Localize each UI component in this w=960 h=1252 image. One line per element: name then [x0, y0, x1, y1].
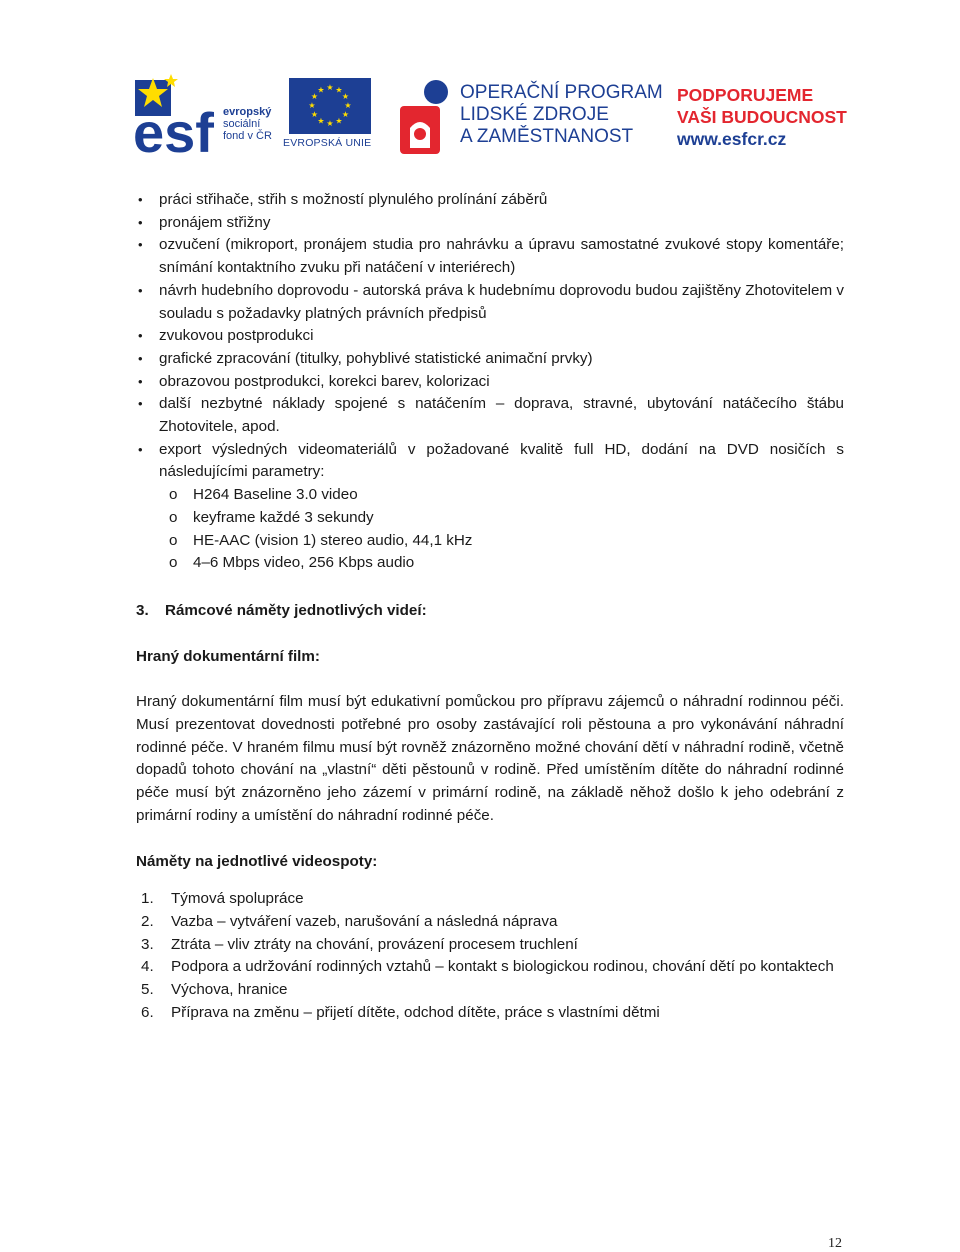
sub-list-item-text: H264 Baseline 3.0 video — [193, 486, 358, 504]
support-url: www.esfcr.cz — [677, 129, 787, 149]
item-text: Výchova, hranice — [171, 981, 288, 999]
item-number: 6. — [141, 1003, 154, 1021]
eu-caption: EVROPSKÁ UNIE — [283, 137, 372, 149]
esf-line3: fond v ČR — [223, 130, 272, 142]
circle-bullet-icon: o — [169, 486, 178, 504]
list-item — [136, 979, 844, 1002]
list-item-text: návrh hudebního doprovodu - autorská práva k hudebnímu doprovodu budou zajištěny Zhotovitelem v souladu s požadavky platných právních předpisů — [159, 281, 844, 322]
bullet-icon: • — [138, 328, 143, 344]
documentary-heading: Hraný dokumentární film: — [136, 647, 320, 665]
sub-list-item — [159, 507, 844, 530]
bullet-icon: • — [138, 237, 143, 253]
section-number: 3. — [136, 601, 149, 619]
svg-text:★: ★ — [335, 85, 343, 95]
bullet-icon: • — [138, 214, 143, 230]
documentary-paragraph: Hraný dokumentární film musí být edukativní pomůckou pro přípravu zájemců o náhradní rodinnou péči. Musí prezentovat dovednosti potřebné pro osoby zastávající roli pěstouna a pro vykonávání náhradní rodinné péče. V hraném filmu musí být rovněž znázorněno možné chování dětí v náhradní rodině, včetně dopadů tohoto chování na „vlastní“ děti pěstounů v rodině. Před umístěním dítěte do náhradní rodinné péče musí být znázorněno jeho zázemí v primární rodině, na základě něhož došlo k jeho odebrání z primární rodiny a umístění do náhradní rodinné péče. — [136, 693, 844, 824]
support-line2: VAŠI BUDOUCNOST — [677, 107, 847, 127]
sub-list-item — [159, 552, 844, 575]
support-line1: PODPORUJEME — [677, 85, 814, 105]
svg-text:★: ★ — [310, 110, 319, 119]
item-text: Vazba – vytváření vazeb, narušování a následná náprava — [171, 912, 558, 930]
sub-list-item-text: HE-AAC (vision 1) stereo audio, 44,1 kHz — [193, 531, 473, 549]
sub-list-item — [159, 484, 844, 507]
svg-text:★: ★ — [326, 83, 334, 92]
list-item — [136, 393, 844, 438]
esf-line1: evropský — [223, 106, 272, 118]
circle-bullet-icon: o — [169, 554, 178, 572]
list-item — [136, 934, 844, 957]
item-text: Příprava na změnu – přijetí dítěte, odchod dítěte, práce s vlastními dětmi — [171, 1003, 660, 1021]
list-item — [136, 888, 844, 911]
svg-text:★: ★ — [326, 119, 334, 128]
list-item — [136, 280, 844, 325]
item-text: Ztráta – vliv ztráty na chování, provázení procesem truchlení — [171, 935, 578, 953]
bullet-icon: • — [138, 441, 143, 457]
videospots-heading: Náměty na jednotlivé videospoty: — [136, 852, 378, 870]
bullet-icon: • — [138, 373, 143, 389]
section-title: Rámcové náměty jednotlivých videí: — [165, 601, 427, 619]
list-item — [136, 911, 844, 934]
bullet-icon: • — [138, 350, 143, 366]
circle-bullet-icon: o — [169, 531, 178, 549]
svg-text:★: ★ — [344, 101, 352, 110]
list-item — [136, 1002, 844, 1025]
requirements-list — [136, 189, 844, 575]
op-line2: LIDSKÉ ZDROJE — [460, 104, 609, 125]
bullet-icon: • — [138, 282, 143, 298]
op-line1: OPERAČNÍ PROGRAM — [460, 82, 663, 103]
esf-line2: sociální — [223, 118, 261, 130]
list-item-text: zvukovou postprodukci — [159, 327, 314, 345]
svg-text:★: ★ — [341, 110, 350, 119]
section-heading — [136, 600, 844, 623]
support-slogan — [677, 84, 847, 150]
svg-text:★: ★ — [310, 92, 319, 101]
list-item — [136, 189, 844, 212]
page-number: 12 — [828, 1236, 842, 1251]
page-header — [0, 0, 960, 170]
op-line3: A ZAMĚSTNANOST — [460, 126, 634, 147]
list-item — [136, 234, 844, 279]
op-program-title — [460, 82, 663, 148]
list-item-text: obrazovou postprodukci, korekci barev, kolorizaci — [159, 372, 490, 390]
sub-list-item-text: 4–6 Mbps video, 256 Kbps audio — [193, 554, 415, 572]
list-item-text: práci střihače, střih s možností plynulého prolínání záběrů — [159, 191, 548, 208]
eu-flag-icon — [289, 78, 371, 134]
esf-logo-text — [223, 106, 272, 142]
sub-list-item — [159, 530, 844, 553]
op-program-logo-icon — [400, 78, 452, 154]
bullet-icon: • — [138, 396, 143, 412]
list-item — [136, 371, 844, 394]
circle-bullet-icon: o — [169, 508, 178, 526]
list-item-text: grafické zpracování (titulky, pohyblivé statistické animační prvky) — [159, 349, 593, 367]
export-parameters-list — [159, 484, 844, 575]
sub-list-item-text: keyframe každé 3 sekundy — [193, 508, 374, 526]
videospots-list — [136, 888, 844, 1024]
list-item — [136, 348, 844, 371]
list-item — [136, 325, 844, 348]
bullet-icon: • — [138, 192, 143, 207]
svg-text:★: ★ — [317, 116, 325, 126]
svg-text:★: ★ — [317, 85, 325, 95]
list-item-text: ozvučení (mikroport, pronájem studia pro nahrávku a úpravu samostatné zvukové stopy komentáře; snímání kontaktního zvuku při natáčení v interiérech) — [159, 236, 844, 277]
svg-text:esf: esf — [133, 101, 214, 154]
list-item — [136, 439, 844, 575]
document-body — [136, 189, 844, 1025]
item-text: Týmová spolupráce — [171, 890, 304, 908]
list-item — [136, 956, 844, 979]
list-item-text: export výsledných videomateriálů v požadované kvalitě full HD, dodání na DVD nosičích s následujícími parametry: — [159, 440, 844, 481]
item-number: 5. — [141, 981, 154, 999]
list-item-text: pronájem střižny — [159, 213, 271, 231]
item-number: 4. — [141, 958, 154, 976]
item-number: 3. — [141, 935, 154, 953]
svg-text:★: ★ — [335, 116, 343, 126]
item-text: Podpora a udržování rodinných vztahů – kontakt s biologickou rodinou, chování dětí po kontaktech — [171, 958, 834, 976]
svg-text:★: ★ — [341, 92, 350, 101]
list-item-text: další nezbytné náklady spojené s natáčením – doprava, stravné, ubytování natáčecího štábu Zhotovitele, apod. — [159, 395, 844, 436]
svg-text:★: ★ — [308, 101, 316, 110]
item-number: 1. — [141, 890, 154, 908]
list-item — [136, 212, 844, 235]
item-number: 2. — [141, 912, 154, 930]
